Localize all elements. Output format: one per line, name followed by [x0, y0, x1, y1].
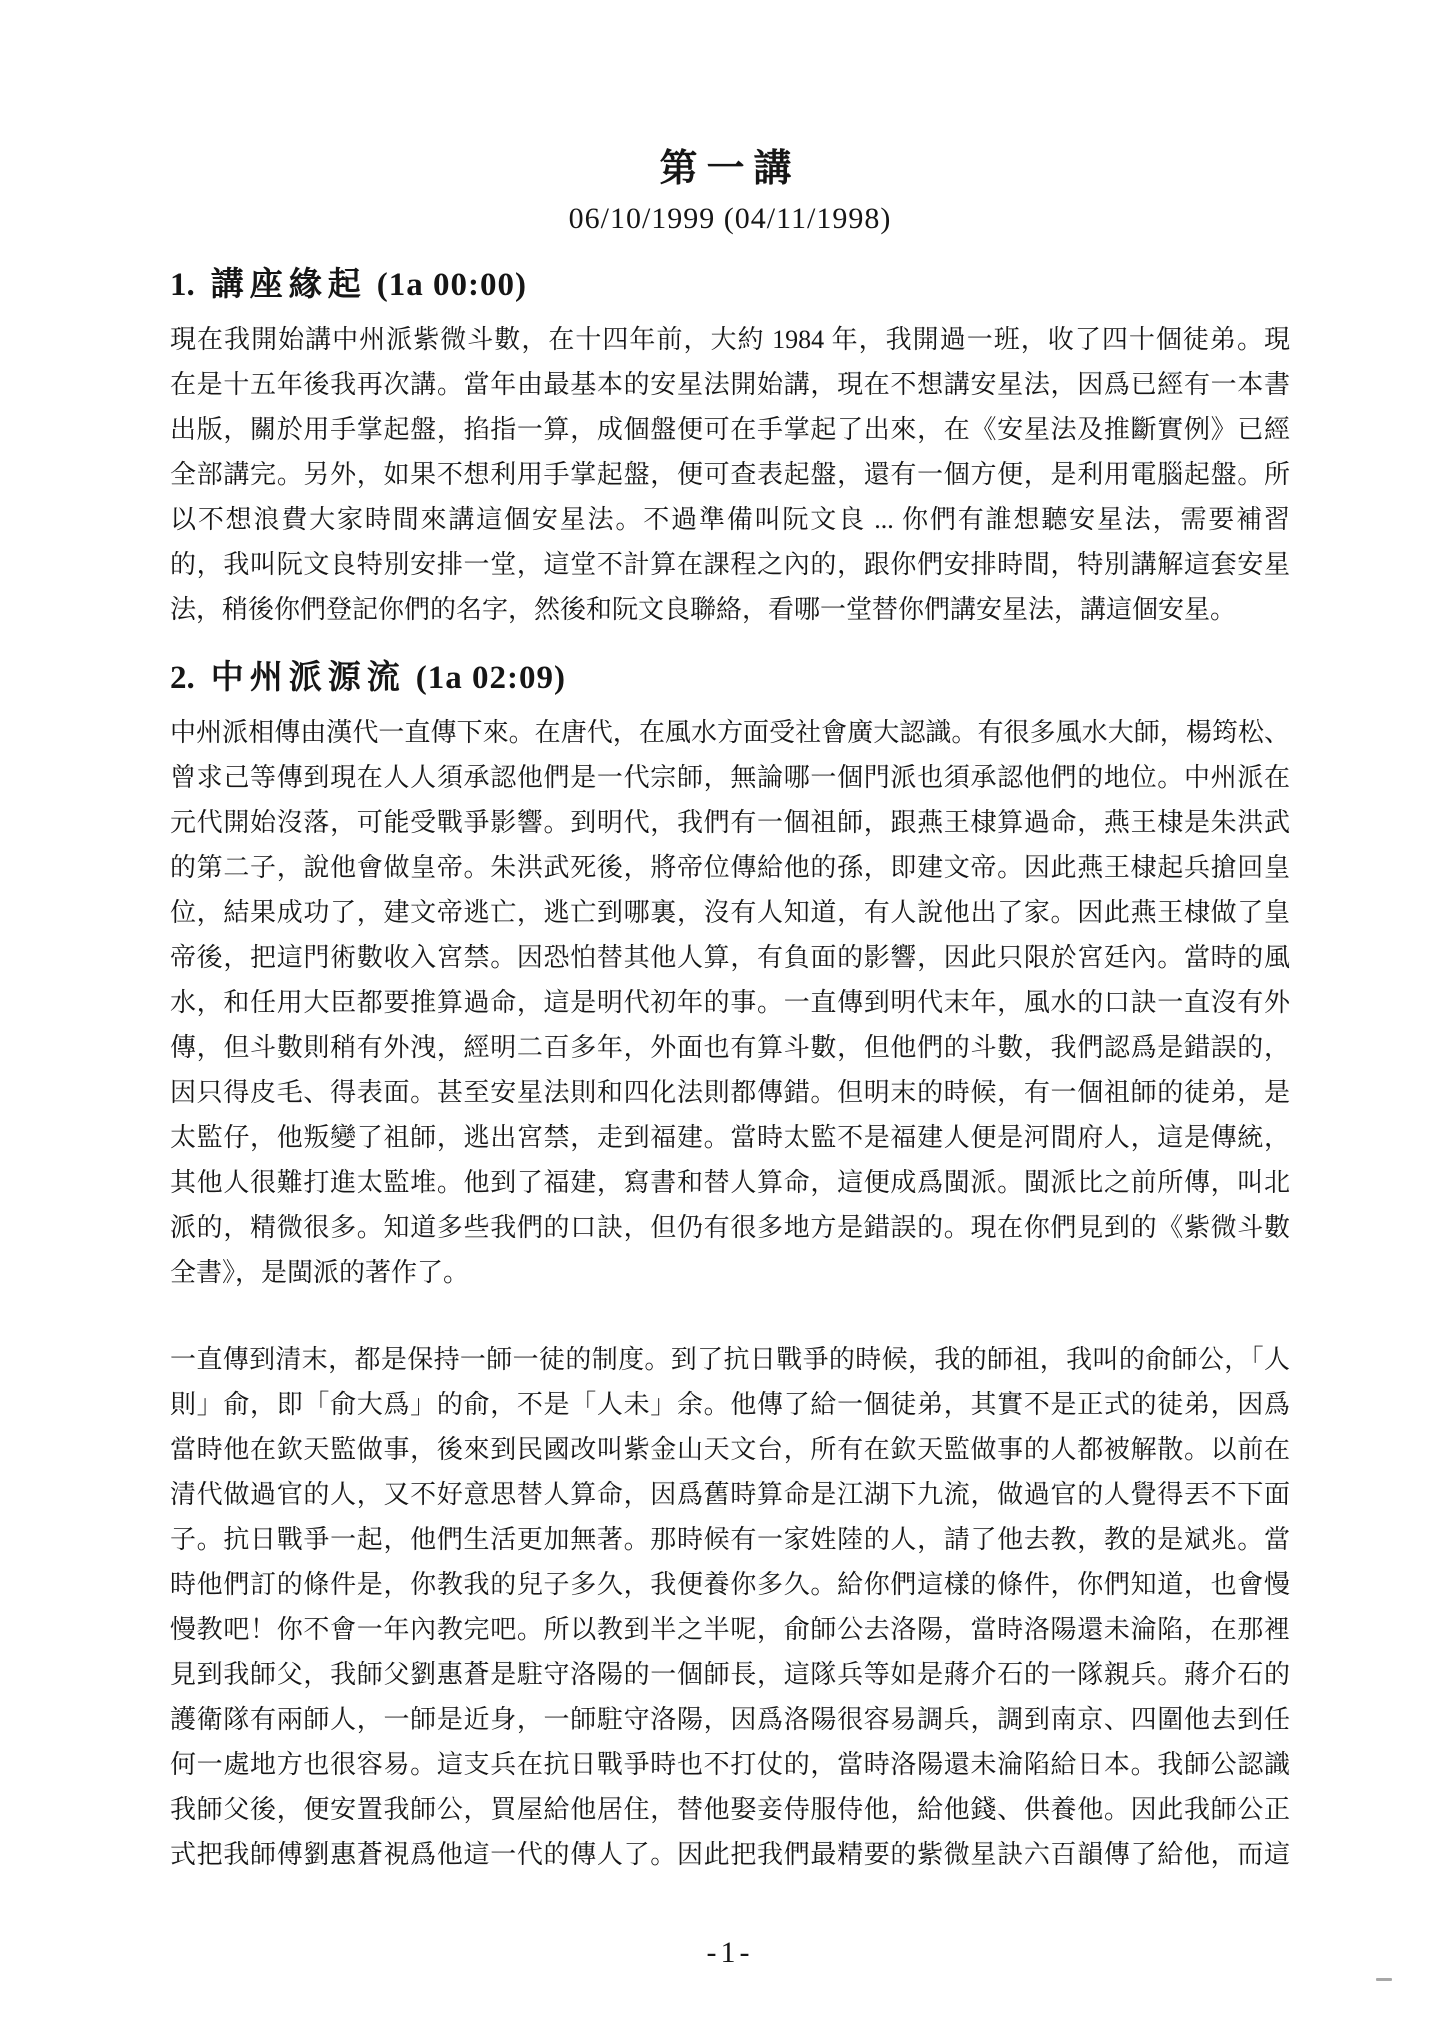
body-line: 時他們訂的條件是，你教我的兒子多久，我便養你多久。給你們這樣的條件，你們知道，也會慢 [170, 1570, 1290, 1599]
page-number: -1- [706, 1936, 754, 1969]
paragraph [170, 317, 1290, 632]
body-line: 子。抗日戰爭一起，他們生活更加無著。那時候有一家姓陸的人，請了他去教，教的是斌兆。當 [170, 1525, 1290, 1554]
scan-artifact-mark [1376, 1978, 1392, 1981]
body-line: 傳，但斗數則稍有外洩，經明二百多年，外面也有算斗數，但他們的斗數，我們認爲是錯誤的， [170, 1033, 1290, 1062]
body-line: 因只得皮毛、得表面。甚至安星法則和四化法則都傳錯。但明末的時候，有一個祖師的徒弟，是 [170, 1078, 1290, 1107]
body-line: 式把我師傅劉惠蒼視爲他這一代的傳人了。因此把我們最精要的紫微星訣六百韻傳了給他，而這 [170, 1840, 1290, 1869]
section-1 [170, 263, 1290, 632]
body-line: 在是十五年後我再次講。當年由最基本的安星法開始講，現在不想講安星法，因爲已經有一本書 [170, 370, 1290, 399]
section-2 [170, 656, 1290, 1877]
body-line: 派的，精微很多。知道多些我們的口訣，但仍有很多地方是錯誤的。現在你們見到的《紫微斗數 [170, 1213, 1290, 1242]
section-heading [170, 656, 1290, 700]
paragraph [170, 710, 1290, 1295]
body-line: 見到我師父，我師父劉惠蒼是駐守洛陽的一個師長，這隊兵等如是蔣介石的一隊親兵。蔣介石的 [170, 1660, 1290, 1689]
body-line: 以不想浪費大家時間來講這個安星法。不過準備叫阮文良 ... 你們有誰想聽安星法，需要補習 [170, 505, 1290, 534]
paragraph [170, 1337, 1290, 1877]
section-title: 中州派源流 [210, 660, 406, 696]
body-line: 中州派相傳由漢代一直傳下來。在唐代，在風水方面受社會廣大認識。有很多風水大師，楊筠松、 [170, 718, 1290, 747]
document-body [170, 263, 1290, 1877]
body-line: 其他人很難打進太監堆。他到了福建，寫書和替人算命，這便成爲閩派。閩派比之前所傳，叫北 [170, 1168, 1290, 1197]
section-title: 講座緣起 [210, 267, 367, 303]
section-heading [170, 263, 1290, 307]
body-line: 清代做過官的人，又不好意思替人算命，因爲舊時算命是江湖下九流，做過官的人覺得丟不下面 [170, 1480, 1290, 1509]
section-number: 1. [170, 267, 195, 303]
body-line: 曾求己等傳到現在人人須承認他們是一代宗師，無論哪一個門派也須承認他們的地位。中州派在 [170, 763, 1290, 792]
body-line: 元代開始沒落，可能受戰爭影響。到明代，我們有一個祖師，跟燕王棣算過命，燕王棣是朱洪武 [170, 808, 1290, 837]
body-line: 當時他在欽天監做事，後來到民國改叫紫金山天文台，所有在欽天監做事的人都被解散。以前在 [170, 1435, 1290, 1464]
body-line: 一直傳到清末，都是保持一師一徒的制度。到了抗日戰爭的時候，我的師祖，我叫的俞師公，「人 [170, 1345, 1290, 1374]
body-line: 慢教吧！你不會一年內教完吧。所以教到半之半呢，俞師公去洛陽，當時洛陽還未淪陷，在那裡 [170, 1615, 1290, 1644]
body-line: 現在我開始講中州派紫微斗數，在十四年前，大約 1984 年，我開過一班，收了四十個徒弟。現 [170, 325, 1290, 354]
body-line: 的第二子，說他會做皇帝。朱洪武死後，將帝位傳給他的孫，即建文帝。因此燕王棣起兵搶回皇 [170, 853, 1290, 882]
section-timecode: (1a 00:00) [376, 267, 527, 303]
body-line: 我師父後，便安置我師公，買屋給他居住，替他娶妾侍服侍他，給他錢、供養他。因此我師公正 [170, 1795, 1290, 1824]
body-line: 的，我叫阮文良特別安排一堂，這堂不計算在課程之內的，跟你們安排時間，特別講解這套安星 [170, 550, 1290, 579]
section-timecode: (1a 02:09) [415, 660, 566, 696]
body-line: 出版，關於用手掌起盤，掐指一算，成個盤便可在手掌起了出來，在《安星法及推斷實例》已經 [170, 415, 1290, 444]
document-date: 06/10/1999 (04/11/1998) [568, 202, 892, 235]
body-line: 何一處地方也很容易。這支兵在抗日戰爭時也不打仗的，當時洛陽還未淪陷給日本。我師公認識 [170, 1750, 1290, 1779]
body-line: 水，和任用大臣都要推算過命，這是明代初年的事。一直傳到明代末年，風水的口訣一直沒有外 [170, 988, 1290, 1017]
section-number: 2. [170, 660, 195, 696]
body-line: 全書》，是閩派的著作了。 [170, 1258, 470, 1287]
body-line: 帝後，把這門術數收入宮禁。因恐怕替其他人算，有負面的影響，因此只限於宮廷內。當時的風 [170, 943, 1290, 972]
body-line: 位，結果成功了，建文帝逃亡，逃亡到哪裏，沒有人知道，有人說他出了家。因此燕王棣做了皇 [170, 898, 1290, 927]
body-line: 太監仔，他叛變了祖師，逃出宮禁，走到福建。當時太監不是福建人便是河間府人，這是傳統， [170, 1123, 1290, 1152]
body-line: 護衛隊有兩師人，一師是近身，一師駐守洛陽，因爲洛陽很容易調兵，調到南京、四圍他去到任 [170, 1705, 1290, 1734]
body-line: 全部講完。另外，如果不想利用手掌起盤，便可查表起盤，還有一個方便，是利用電腦起盤。所 [170, 460, 1290, 489]
document-title: 第一講 [659, 148, 801, 190]
body-line: 法，稍後你們登記你們的名字，然後和阮文良聯絡，看哪一堂替你們講安星法，講這個安星。 [170, 595, 1237, 624]
body-line: 則」俞，即「俞大爲」的俞，不是「人未」余。他傳了給一個徒弟，其實不是正式的徒弟，因爲 [170, 1390, 1290, 1419]
